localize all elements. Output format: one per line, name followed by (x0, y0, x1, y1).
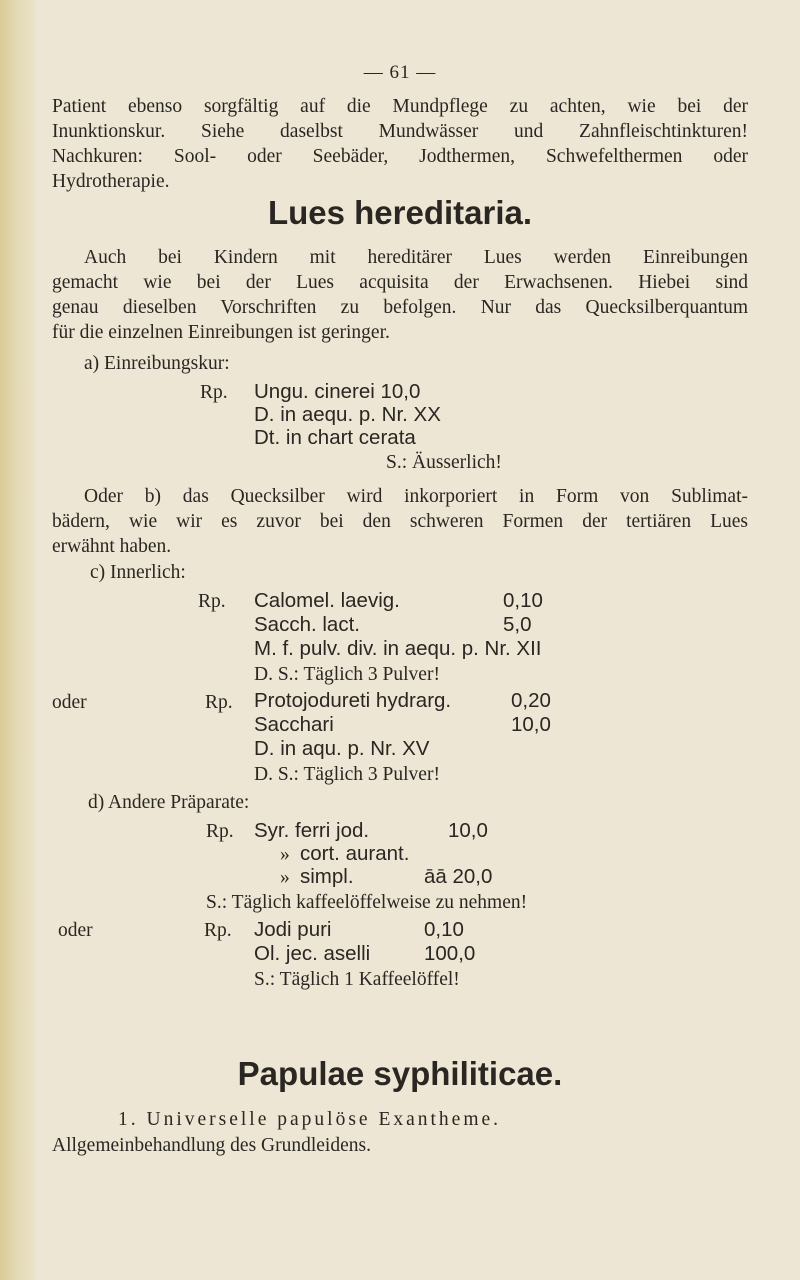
ditto-mark: » (280, 844, 290, 865)
rp-mark: Rp. (198, 591, 226, 612)
signatura: S.: Täglich 1 Kaffeelöffel! (254, 969, 460, 990)
text-line: Inunktionskur. Siehe daselbst Mundwässer und Zahnfleischtinkturen! (52, 121, 748, 142)
prescription-ingredient: Protojodureti hydrarg. (254, 689, 452, 712)
prescription-quantity: 0,20 (511, 689, 551, 712)
text-line: erwähnt haben. (52, 536, 172, 557)
rp-mark: Rp. (200, 382, 228, 403)
prescription-quantity: 10,0 (511, 713, 551, 736)
prescription-ingredient: cort. aurant. (300, 842, 410, 865)
paragraph-kinder (52, 245, 748, 345)
prescription-ingredient: Sacch. lact. (254, 613, 360, 636)
rp-mark: Rp. (205, 692, 233, 713)
prescription-ingredient: simpl. (300, 865, 354, 888)
section-universelle-exantheme: 1. Universelle papulöse Exantheme. (118, 1109, 502, 1130)
label-innerlich: c) Innerlich: (90, 562, 186, 583)
signatura: D. S.: Täglich 3 Pulver! (254, 664, 440, 685)
rp-mark: Rp. (204, 920, 232, 941)
label-andere-praeparate: d) Andere Präparate: (88, 792, 250, 813)
prescription-ingredient: Jodi puri (254, 918, 332, 941)
prescription-quantity: 100,0 (424, 942, 476, 965)
prescription-line: M. f. pulv. div. in aequ. p. Nr. XII (254, 637, 542, 660)
rp-mark: Rp. (206, 821, 234, 842)
signatura: S.: Äusserlich! (386, 452, 502, 473)
prescription-quantity: 10,0 (448, 819, 488, 842)
text-line: Patient ebenso sorgfältig auf die Mundpflege zu achten, wie bei der (52, 96, 748, 117)
prescription-line: D. in aequ. p. Nr. XX (254, 403, 441, 426)
page-number: — 61 — (363, 62, 437, 83)
signatura: D. S.: Täglich 3 Pulver! (254, 764, 440, 785)
ditto-mark: » (280, 867, 290, 888)
prescription-quantity: 0,10 (424, 918, 464, 941)
text-line: für die einzelnen Einreibungen ist geringer. (52, 322, 390, 343)
prescription-quantity: āā 20,0 (424, 865, 493, 888)
prescription-line: Dt. in chart cerata (254, 426, 416, 449)
text-line: gemacht wie bei der Lues acquisita der Erwachsenen. Hiebei sind (52, 272, 748, 293)
prescription-ingredient: Calomel. laevig. (254, 589, 400, 612)
paragraph-sublimatbaeder (52, 484, 748, 559)
text-line: Hydrotherapie. (52, 171, 170, 192)
text-line: Oder b) das Quecksilber wird inkorporiert in Form von Sublimat- (84, 486, 748, 507)
prescription-ingredient: Ol. jec. aselli (254, 942, 371, 965)
text-line: Auch bei Kindern mit hereditärer Lues werden Einreibungen (84, 247, 748, 268)
heading-lues-hereditaria: Lues hereditaria. (267, 194, 533, 231)
section-subtitle: Allgemeinbehandlung des Grundleidens. (52, 1135, 371, 1156)
label-einreibungskur: a) Einreibungskur: (84, 353, 230, 374)
text-line: genau dieselben Vorschriften zu befolgen. Nur das Quecksilberquantum (52, 297, 748, 318)
prescription-line: D. in aqu. p. Nr. XV (254, 737, 430, 760)
prescription-ingredient: Sacchari (254, 713, 334, 736)
prescription-quantity: 5,0 (503, 613, 532, 636)
text-line: Nachkuren: Sool- oder Seebäder, Jodthermen, Schwefelthermen oder (52, 146, 748, 167)
heading-papulae-syphiliticae: Papulae syphiliticae. (237, 1055, 563, 1092)
text-line: bädern, wie wir es zuvor bei den schweren Formen der tertiären Lues (52, 511, 748, 532)
signatura: S.: Täglich kaffeelöffelweise zu nehmen! (206, 892, 528, 913)
oder-label: oder (58, 920, 93, 941)
oder-label: oder (52, 692, 87, 713)
intro-paragraph (52, 94, 748, 194)
prescription-ingredient: Syr. ferri jod. (254, 819, 370, 842)
prescription-quantity: 0,10 (503, 589, 543, 612)
prescription-line: Ungu. cinerei 10,0 (254, 380, 421, 403)
